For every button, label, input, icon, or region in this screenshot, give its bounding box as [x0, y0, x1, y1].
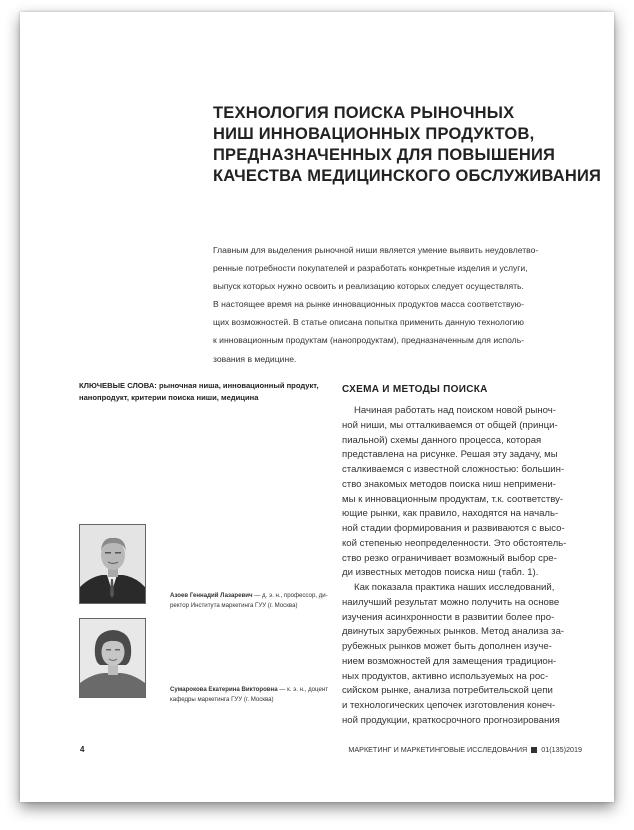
author-name: Азоев Геннадий Лазаревич — [170, 592, 253, 599]
body-line: изучения асинхронности в развитии более про- — [342, 611, 555, 623]
body-line: наилучший результат можно получить на основе — [342, 596, 560, 608]
journal-issue: 01(135)2019 — [541, 745, 582, 754]
author-photo — [79, 618, 146, 698]
square-bullet-icon — [531, 747, 537, 753]
body-line: рубежных рынков может быть дополнен изуче- — [342, 641, 552, 652]
journal-name: МАРКЕТИНГ И МАРКЕТИНГОВЫЕ ИССЛЕДОВАНИЯ — [348, 745, 528, 754]
abstract-line: щих возможностей. В статье описана попытка применить данную технологию — [213, 317, 524, 328]
abstract-line: В настоящее время на рынке инновационных продуктов масса соответствую- — [213, 299, 524, 310]
body-line: ных продуктов, активно используемых на рос- — [342, 670, 549, 682]
body-line: нием возможностей для замещения традицион- — [342, 655, 557, 667]
body-line: Начиная работать над поиском новой рыноч- — [354, 405, 556, 416]
author-degree: — к. э. н., доцент — [277, 686, 328, 693]
body-line: ной ниши, мы отталкиваемся от общей (принци- — [342, 419, 558, 431]
author-photo — [79, 524, 146, 604]
keywords-text: рыночная ниша, инновационный продукт, нанопродукт, критерии поиска ниши, медицина — [79, 381, 319, 402]
body-line: пиальной) схемы данного процесса, которая — [342, 434, 542, 446]
body-line: и технологических цепочек изготовления конеч- — [342, 700, 556, 711]
body-column — [342, 404, 600, 729]
abstract-line: ренные потребности покупателей и разработать конкретные изделия и услуги, — [213, 263, 528, 274]
keywords-label: КЛЮЧЕВЫЕ СЛОВА: — [79, 381, 157, 390]
abstract-line: зования в медицине. — [213, 353, 297, 364]
body-line: представлена на рисунке. Решая эту задачу, мы — [342, 449, 558, 461]
author-degree: — д. э. н., профессор, ди- — [252, 592, 328, 599]
body-line: ной продукции, краткосрочного прогнозирования — [342, 714, 560, 726]
keywords-block — [79, 380, 341, 403]
body-line: ство знакомых методов поиска ниш непримени- — [342, 478, 556, 490]
title-line: НИШ ИННОВАЦИОННЫХ ПРОДУКТОВ, — [213, 125, 535, 143]
title-line: ПРЕДНАЗНАЧЕННЫХ ДЛЯ ПОВЫШЕНИЯ — [213, 146, 556, 164]
body-line: мы к инновационным продуктам, т.к. соответству- — [342, 493, 564, 505]
body-line: сталкиваемся с известной сложностью: большин- — [342, 464, 565, 475]
author-caption — [170, 685, 340, 705]
body-line: двинутых зарубежных рынков. Метод анализа за- — [342, 626, 565, 638]
abstract-line: Главным для выделения рыночной ниши является умение выявить неудовлетво- — [213, 245, 539, 255]
title-line: ТЕХНОЛОГИЯ ПОИСКА РЫНОЧНЫХ — [213, 104, 515, 122]
abstract-line: выпуск которых нужно освоить и реализацию которых следует осуществлять. — [213, 281, 524, 292]
body-line: кой степенью неопределенности. Это обстоятель- — [342, 537, 567, 549]
title-line: КАЧЕСТВА МЕДИЦИНСКОГО ОБСЛУЖИВАНИЯ — [213, 167, 602, 185]
section-heading: СХЕМА И МЕТОДЫ ПОИСКА — [342, 384, 488, 395]
body-line: ство резко ограничивает возможный выбор сре- — [342, 552, 557, 564]
abstract — [213, 241, 598, 368]
author-name: Сумарокова Екатерина Викторовна — [170, 686, 278, 693]
page-number: 4 — [80, 745, 85, 754]
body-line: ной стадии формирования и развиваются с высо- — [342, 523, 565, 534]
article-title — [213, 103, 602, 187]
author-position: ректор Института маркетинга ГУУ (г. Москва) — [170, 602, 298, 609]
body-line: Как показала практика наших исследований, — [354, 582, 555, 593]
author-caption — [170, 591, 340, 611]
body-line: сийском рынке, анализа потребительской цепи — [342, 685, 553, 697]
body-line: ди известных методов поиска ниш (табл. 1). — [342, 567, 539, 579]
running-footer — [348, 745, 582, 754]
abstract-line: к инновационным продуктам (нанопродуктам), предназначенным для исполь- — [213, 335, 525, 346]
author-position: кафедры маркетинга ГУУ (г. Москва) — [170, 696, 274, 703]
journal-page — [20, 12, 614, 802]
body-line: ющие рынки, как правило, находятся на началь- — [342, 508, 559, 520]
